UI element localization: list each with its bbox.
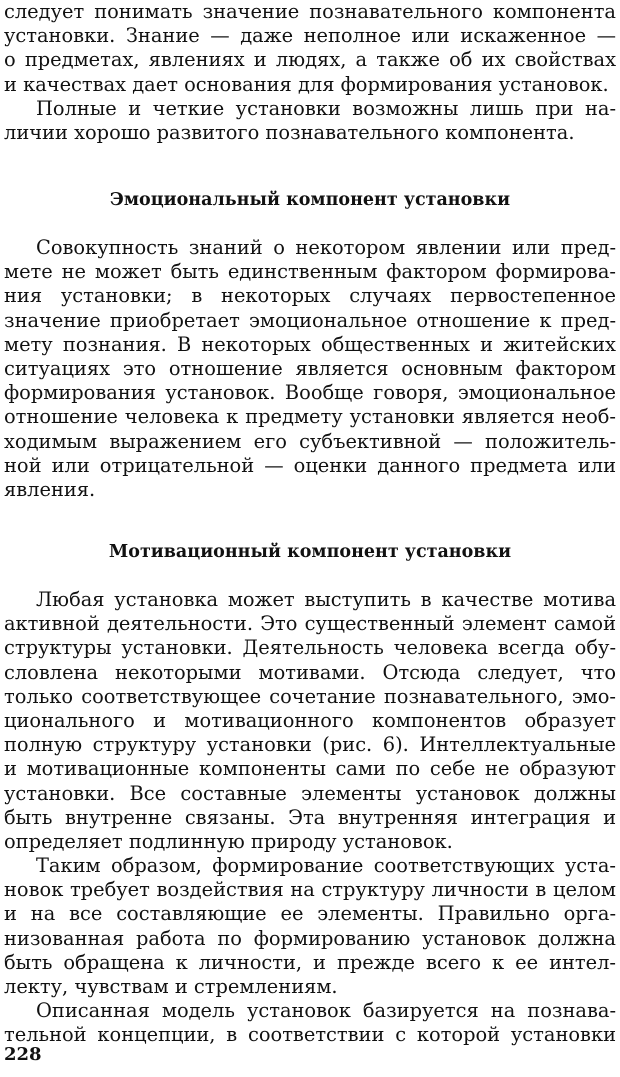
text-line: лекту, чувствам и стремлениям.: [4, 975, 338, 998]
text-line: личии хорошо развитого познавательного компонента.: [4, 120, 575, 144]
page-number: 228: [4, 1044, 42, 1065]
text-line: о предметах, явлениях и людях, а также об их свойствах: [4, 48, 616, 72]
text-line: структуры установки. Деятельность человека всегда обу-: [4, 636, 616, 660]
text-line: Совокупность знаний о некотором явлении или пред-: [36, 236, 616, 259]
text-line: и мотивационные компоненты сами по себе не образуют: [4, 757, 616, 781]
text-line: ния установки; в некоторых случаях первостепенное: [4, 284, 616, 308]
text-line: и на все составляющие ее элементы. Правильно орга-: [4, 902, 616, 926]
section-heading-motivational: Мотивационный компонент установки: [108, 542, 512, 562]
text-line: ситуациях это отношение является основным фактором: [4, 356, 616, 380]
paragraph-cognitive-component: [4, 0, 616, 145]
text-line: быть внутренне связаны. Эта внутренняя интеграция и: [4, 805, 616, 829]
paragraph-motivational-component: [4, 588, 616, 1048]
text-line: Любая установка может выступить в качестве мотива: [36, 588, 616, 611]
text-line: следует понимать значение познавательного компонента: [4, 0, 616, 23]
book-page: [4, 0, 616, 1077]
text-line: мете не может быть единственным фактором формирова-: [4, 260, 616, 284]
text-line: ходимым выражением его субъективной — положитель-: [4, 429, 616, 453]
text-line: отношение человека к предмету установки является необ-: [4, 405, 616, 429]
paragraph-emotional-component: [4, 236, 616, 502]
section-heading-emotional: Эмоциональный компонент установки: [109, 190, 511, 210]
text-line: активной деятельности. Это существенный элемент самой: [4, 612, 616, 636]
text-line: быть обращена к личности, и прежде всего к ее интел-: [4, 950, 616, 974]
text-line: установки. Все составные элементы установок должны: [4, 781, 616, 805]
text-line: Таким образом, формирование соответствующих уста-: [36, 854, 616, 878]
text-line: Полные и четкие установки возможны лишь при на-: [36, 96, 616, 120]
text-line: полную структуру установки (рис. 6). Интеллектуальные: [4, 733, 616, 757]
text-line: ционального и мотивационного компонентов образует: [4, 708, 616, 732]
text-line: ной или отрицательной — оценки данного предмета или: [4, 453, 616, 477]
text-line: формирования установок. Вообще говоря, эмоциональное: [4, 381, 616, 405]
text-line: мету познания. В некоторых общественных и житейских: [4, 332, 616, 356]
text-line: словлена некоторыми мотивами. Отсюда следует, что: [4, 660, 616, 684]
text-line: низованная работа по формированию установок должна: [4, 926, 616, 950]
text-line: Описанная модель установок базируется на познава-: [36, 999, 616, 1023]
text-line: только соответствующее сочетание познавательного, эмо-: [4, 684, 616, 708]
text-line: новок требует воздействия на структуру личности в целом: [4, 878, 616, 902]
text-line: определяет подлинную природу установок.: [4, 829, 453, 853]
text-line: установки. Знание — даже неполное или искаженное —: [4, 24, 616, 48]
text-line: и качествах дает основания для формирования установок.: [4, 72, 609, 96]
text-line: явления.: [4, 477, 96, 501]
text-line: тельной концепции, в соответствии с которой установки: [4, 1023, 616, 1047]
text-line: значение приобретает эмоциональное отношение к пред-: [4, 308, 616, 332]
